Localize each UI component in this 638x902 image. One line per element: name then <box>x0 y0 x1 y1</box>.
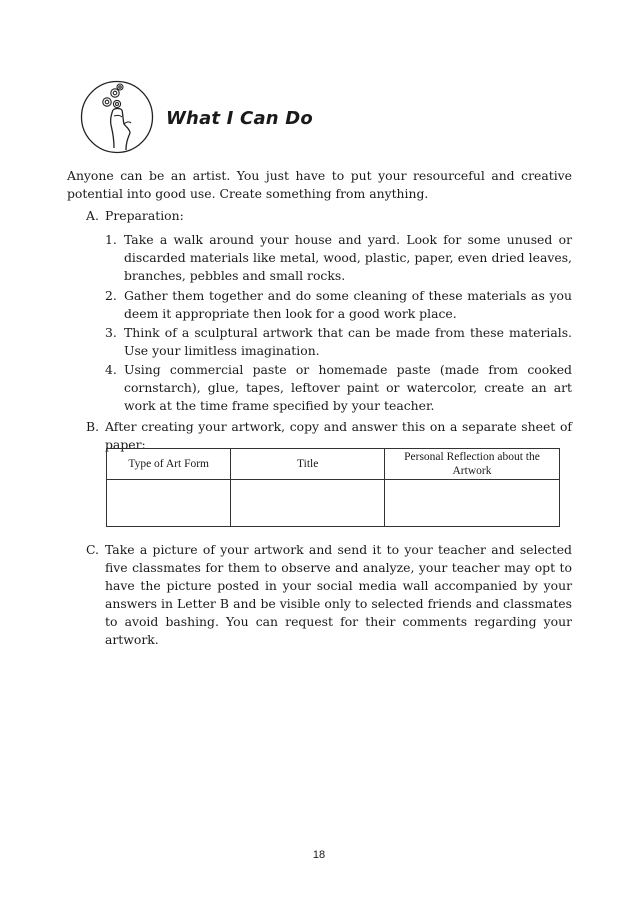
hand-holding-gears-icon <box>80 80 154 154</box>
page-number: 18 <box>312 849 326 861</box>
list-item-number: 3. <box>105 325 117 340</box>
section-title: What I Can Do <box>166 108 313 129</box>
reflection-table <box>106 448 560 527</box>
list-item-number: 2. <box>105 288 117 303</box>
table-header-title: Title <box>231 449 385 480</box>
table-header-row <box>107 449 560 480</box>
table-row <box>107 480 560 527</box>
intro-paragraph: Anyone can be an artist. You just have to put your resourceful and creative potential into good use. Create something from anything. <box>67 168 572 201</box>
list-item-text: Think of a sculptural artwork that can be made from these materials. Use your limitless imagination. <box>124 325 572 358</box>
list-item-text: Take a walk around your house and yard. Look for some unused or discarded materials like metal, wood, plastic, paper, even dried leaves, branches, pebbles and small rocks. <box>124 232 572 283</box>
list-item-number: 4. <box>105 362 117 377</box>
table-cell-reflection <box>384 480 559 527</box>
section-c-label: C. <box>86 542 99 557</box>
section-b-text: After creating your artwork, copy and answer this on a separate sheet of paper: <box>105 419 572 452</box>
table-cell-title <box>231 480 385 527</box>
table-header-reflection: Personal Reflection about the Artwork <box>384 449 559 480</box>
list-item-text: Using commercial paste or homemade paste (made from cooked cornstarch), glue, tapes, leftover paint or watercolor, create an art work at the time frame specified by your teacher. <box>124 362 572 413</box>
section-a-heading: Preparation: <box>105 208 184 223</box>
list-item-text: Gather them together and do some cleaning of these materials as you deem it appropriate then look for a good work place. <box>124 288 572 321</box>
section-b-label: B. <box>86 419 100 434</box>
section-c-text: Take a picture of your artwork and send it to your teacher and selected five classmates for them to observe and analyze, your teacher may opt to have the picture posted in your social media wall accompanied by your answers in Letter B and be visible only to selected friends and classmates to avoid bashing. You can request for their comments regarding your artwork. <box>105 542 572 647</box>
table-header-type: Type of Art Form <box>107 449 231 480</box>
section-a-label: A. <box>86 208 99 223</box>
table-cell-type <box>107 480 231 527</box>
list-item-number: 1. <box>105 232 117 247</box>
